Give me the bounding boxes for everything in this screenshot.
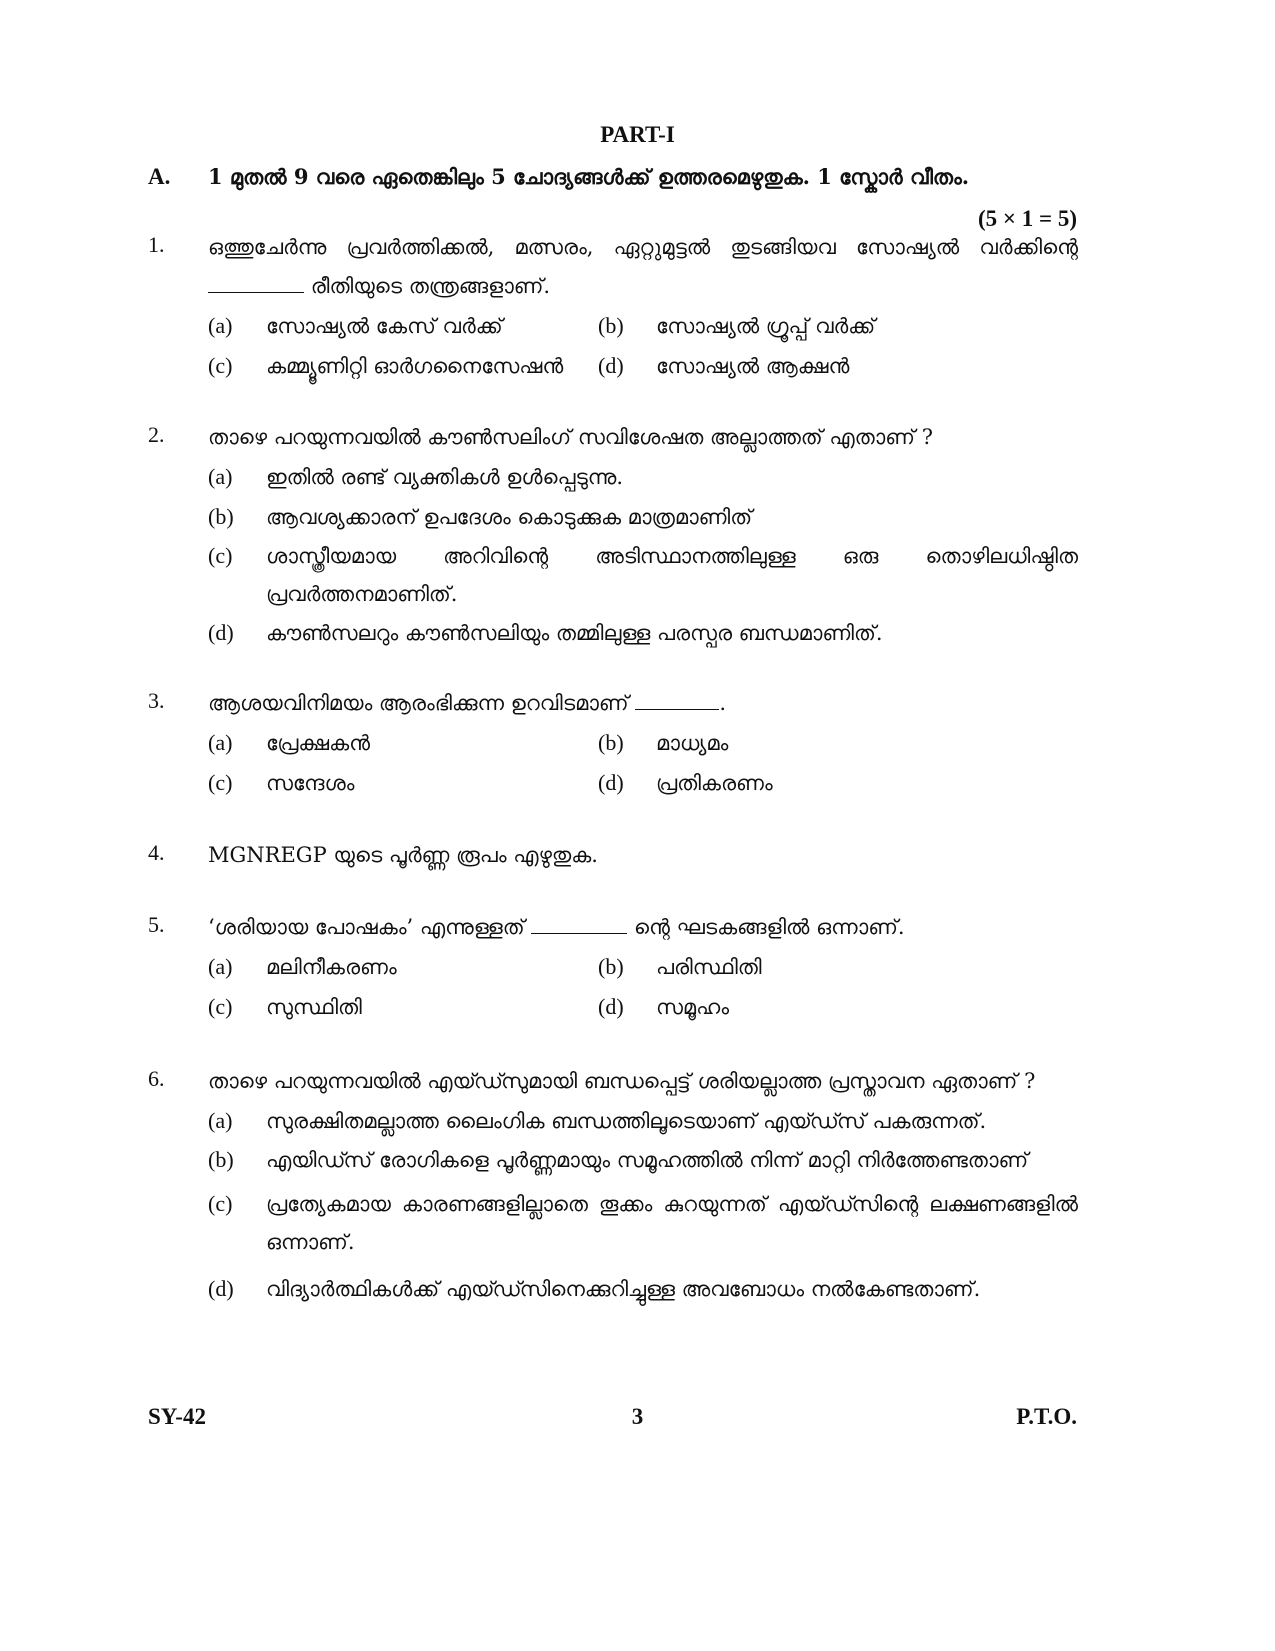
- option-text: മലിനീകരണം: [266, 955, 397, 979]
- option-label: (d): [598, 994, 624, 1019]
- question-number: 1.: [148, 232, 165, 257]
- section-instruction: 1 മുതൽ 9 വരെ ഏതെങ്കിലും 5 ചോദ്യങ്ങൾക്ക് ഉത്തരമെഴുതുക. 1 സ്കോർ വീതം.: [208, 164, 970, 189]
- paper-code: SY-42: [148, 1404, 206, 1429]
- option-label: (c): [208, 1191, 233, 1216]
- options: [208, 723, 1078, 803]
- option-label: (b): [208, 1147, 234, 1172]
- option-label: (d): [208, 1276, 234, 1301]
- option-c: [208, 537, 1078, 613]
- option-a: [208, 1101, 1078, 1141]
- option-label: (d): [598, 770, 624, 795]
- option-text: പരിസ്ഥിതി: [656, 955, 762, 979]
- option-b: [208, 497, 1078, 537]
- question-number: 4.: [148, 840, 165, 865]
- stem-part: ന്റെ ഘടകങ്ങളിൽ ഒന്നാണ്.: [634, 915, 905, 939]
- option-text: സന്ദേശം: [266, 771, 355, 795]
- option-label: (c): [208, 994, 233, 1019]
- option-text: സോഷ്യൽ കേസ് വർക്ക്: [266, 314, 503, 338]
- option-text: ആവശ്യക്കാരന് ഉപദേശം കൊടുക്കുക മാത്രമാണിത്: [266, 505, 753, 529]
- option-label: (a): [208, 954, 233, 979]
- options: [208, 306, 1078, 386]
- part-title: PART-I: [600, 122, 675, 147]
- option-label: (c): [208, 770, 233, 795]
- option-label: (a): [208, 313, 233, 338]
- option-text: സോഷ്യൽ ഗ്രൂപ്പ് വർക്ക്: [656, 314, 876, 338]
- option-label: (d): [598, 353, 624, 378]
- option-label: (b): [598, 730, 624, 755]
- question-number: 3.: [148, 688, 165, 713]
- question-4: [148, 836, 1078, 875]
- options: [208, 947, 1078, 1027]
- option-text: പ്രേക്ഷകൻ: [266, 731, 370, 755]
- answer-blank: [208, 291, 304, 293]
- question-5: [148, 908, 1078, 1027]
- option-label: (c): [208, 353, 233, 378]
- option-d: [208, 1269, 1078, 1309]
- option-text: കമ്മ്യൂണിറ്റി ഓർഗനൈസേഷൻ: [266, 354, 564, 378]
- option-text: പ്രതികരണം: [656, 771, 773, 795]
- page-number: 3: [631, 1404, 644, 1429]
- option-text: മാധ്യമം: [656, 731, 729, 755]
- question-2: [148, 418, 1078, 653]
- option-text: സമൂഹം: [656, 995, 729, 1019]
- question-stem: [208, 684, 1078, 723]
- section-marks: (5 × 1 = 5): [977, 206, 1077, 231]
- option-label: (d): [208, 620, 234, 645]
- question-number: 5.: [148, 912, 165, 937]
- stem-part: ആശയവിനിമയം ആരംഭിക്കുന്ന ഉറവിടമാണ്: [208, 691, 629, 715]
- option-label: (b): [598, 954, 624, 979]
- stem-part: .: [719, 691, 726, 715]
- option-text: ഇതിൽ രണ്ട് വ്യക്തികൾ ഉൾപ്പെടുന്നു.: [266, 465, 624, 489]
- section-label: A.: [148, 164, 171, 189]
- answer-blank: [531, 932, 627, 934]
- option-label: (b): [598, 313, 624, 338]
- question-stem: താഴെ പറയുന്നവയിൽ എയ്ഡ്സുമായി ബന്ധപ്പെട്ട് ശരിയല്ലാത്ത പ്രസ്താവന ഏതാണ് ?: [208, 1069, 1036, 1093]
- option-text: സുരക്ഷിതമല്ലാത്ത ലൈംഗിക ബന്ധത്തിലൂടെയാണ് എയ്ഡ്സ് പകരുന്നത്.: [266, 1109, 987, 1133]
- question-number: 2.: [148, 422, 165, 447]
- option-label: (a): [208, 464, 233, 489]
- question-stem: MGNREGP യുടെ പൂർണ്ണ രൂപം എഴുതുക.: [208, 843, 598, 867]
- option-label: (b): [208, 504, 234, 529]
- question-1: [148, 228, 1078, 386]
- option-b: [208, 1141, 1078, 1179]
- question-stem: [208, 228, 1078, 306]
- question-stem: താഴെ പറയുന്നവയിൽ കൗൺസലിംഗ് സവിശേഷത അല്ലാത്തത് എതാണ് ?: [208, 425, 933, 449]
- stem-part: രീതിയുടെ തന്ത്രങ്ങളാണ്.: [310, 274, 551, 298]
- option-text: സുസ്ഥിതി: [266, 995, 362, 1019]
- option-text: വിദ്യാർത്ഥികൾക്ക് എയ്ഡ്സിനെക്കുറിച്ചുള്ള അവബോധം നൽകേണ്ടതാണ്.: [266, 1277, 981, 1301]
- answer-blank: [635, 708, 719, 710]
- option-c: [208, 1185, 1078, 1261]
- option-text: എയിഡ്സ് രോഗികളെ പൂർണ്ണമായും സമൂഹത്തിൽ നിന്ന് മാറ്റി നിർത്തേണ്ടതാണ്: [266, 1148, 1029, 1172]
- option-text: കൗൺസലറും കൗൺസലിയും തമ്മിലുള്ള പരസ്പര ബന്ധമാണിത്.: [266, 621, 883, 645]
- question-stem: [208, 908, 1078, 947]
- option-a: [208, 457, 1078, 497]
- question-3: [148, 684, 1078, 803]
- option-text: ശാസ്ത്രീയമായ അറിവിന്റെ അടിസ്ഥാനത്തിലുള്ള ഒരു തൊഴിലധിഷ്ഠിത പ്രവർത്തനമാണിത്.: [266, 544, 1078, 606]
- question-6: [148, 1062, 1078, 1309]
- stem-part: ഒത്തുചേർന്നു പ്രവർത്തിക്കൽ, മത്സരം, ഏറ്റുമുട്ടൽ തുടങ്ങിയവ സോഷ്യൽ വർക്കിന്റെ: [208, 235, 1078, 259]
- option-d: [208, 613, 1078, 653]
- option-label: (c): [208, 543, 233, 568]
- please-turn-over: P.T.O.: [1016, 1404, 1077, 1429]
- question-number: 6.: [148, 1066, 165, 1091]
- option-label: (a): [208, 730, 233, 755]
- stem-part: ‘ശരിയായ പോഷകം’ എന്നുള്ളത്: [208, 915, 525, 939]
- option-text: പ്രത്യേകമായ കാരണങ്ങളില്ലാതെ തൂക്കം കുറയുന്നത് എയ്ഡ്സിന്റെ ലക്ഷണങ്ങളിൽ ഒന്നാണ്.: [266, 1192, 1078, 1254]
- option-label: (a): [208, 1108, 233, 1133]
- option-text: സോഷ്യൽ ആക്ഷൻ: [656, 354, 850, 378]
